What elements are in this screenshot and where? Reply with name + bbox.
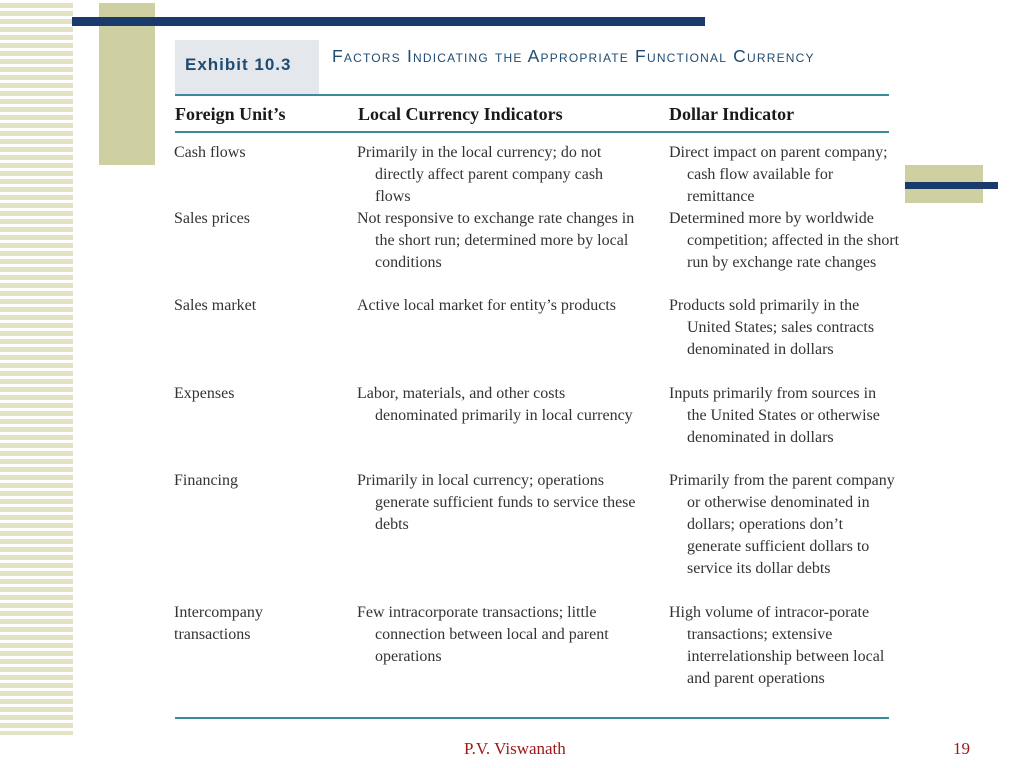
decorative-stripes bbox=[0, 0, 73, 735]
table-header-rule bbox=[175, 131, 889, 133]
exhibit-tag bbox=[175, 40, 319, 94]
row-factor: Sales prices bbox=[174, 210, 250, 227]
header-local-currency: Local Currency Indicators bbox=[358, 104, 563, 124]
row-factor: Sales market bbox=[174, 297, 257, 314]
row-factor: Intercompany transactions bbox=[174, 604, 263, 643]
row-dollar-indicator: Inputs primarily from sources in the United States or otherwise denominated in dollars bbox=[669, 385, 880, 446]
exhibit-tag-label: Exhibit 10.3 bbox=[185, 55, 292, 74]
row-dollar-indicator: Primarily from the parent company or otherwise denominated in dollars; operations don’t generate sufficient dollars to service its dollar debts bbox=[669, 472, 895, 577]
row-local-indicator: Primarily in the local currency; do not directly affect parent company cash flows bbox=[357, 144, 604, 205]
decorative-navy-bar-right bbox=[905, 182, 998, 189]
row-local-indicator: Active local market for entity’s products bbox=[357, 297, 617, 314]
row-dollar-indicator: Determined more by worldwide competition; affected in the short run by exchange rate changes bbox=[669, 210, 900, 271]
header-dollar-indicator: Dollar Indicator bbox=[669, 104, 795, 124]
exhibit-title: Factors Indicating the Appropriate Functional Currency bbox=[332, 46, 815, 66]
footer-author: P.V. Viswanath bbox=[464, 739, 566, 758]
row-factor: Cash flows bbox=[174, 144, 246, 161]
row-factor: Financing bbox=[174, 472, 238, 489]
row-factor: Expenses bbox=[174, 385, 235, 402]
row-local-indicator: Primarily in local currency; operations generate sufficient funds to service these debts bbox=[357, 472, 636, 533]
table-bottom-rule bbox=[175, 717, 889, 719]
table-top-rule bbox=[175, 94, 889, 96]
row-local-indicator: Not responsive to exchange rate changes in the short run; determined more by local conditions bbox=[357, 210, 635, 271]
row-dollar-indicator: Products sold primarily in the United States; sales contracts denominated in dollars bbox=[669, 297, 875, 358]
page-number: 19 bbox=[953, 739, 970, 758]
row-local-indicator: Few intracorporate transactions; little connection between local and parent operations bbox=[357, 604, 609, 665]
header-foreign-unit: Foreign Unit’s bbox=[175, 104, 286, 124]
decorative-navy-bar-top bbox=[72, 17, 705, 26]
row-local-indicator: Labor, materials, and other costs denominated primarily in local currency bbox=[357, 385, 633, 424]
row-dollar-indicator: High volume of intracor-porate transactions; extensive interrelationship between local and parent operations bbox=[669, 604, 885, 687]
decorative-tan-block-top bbox=[99, 3, 155, 165]
row-dollar-indicator: Direct impact on parent company; cash flow available for remittance bbox=[669, 144, 888, 205]
